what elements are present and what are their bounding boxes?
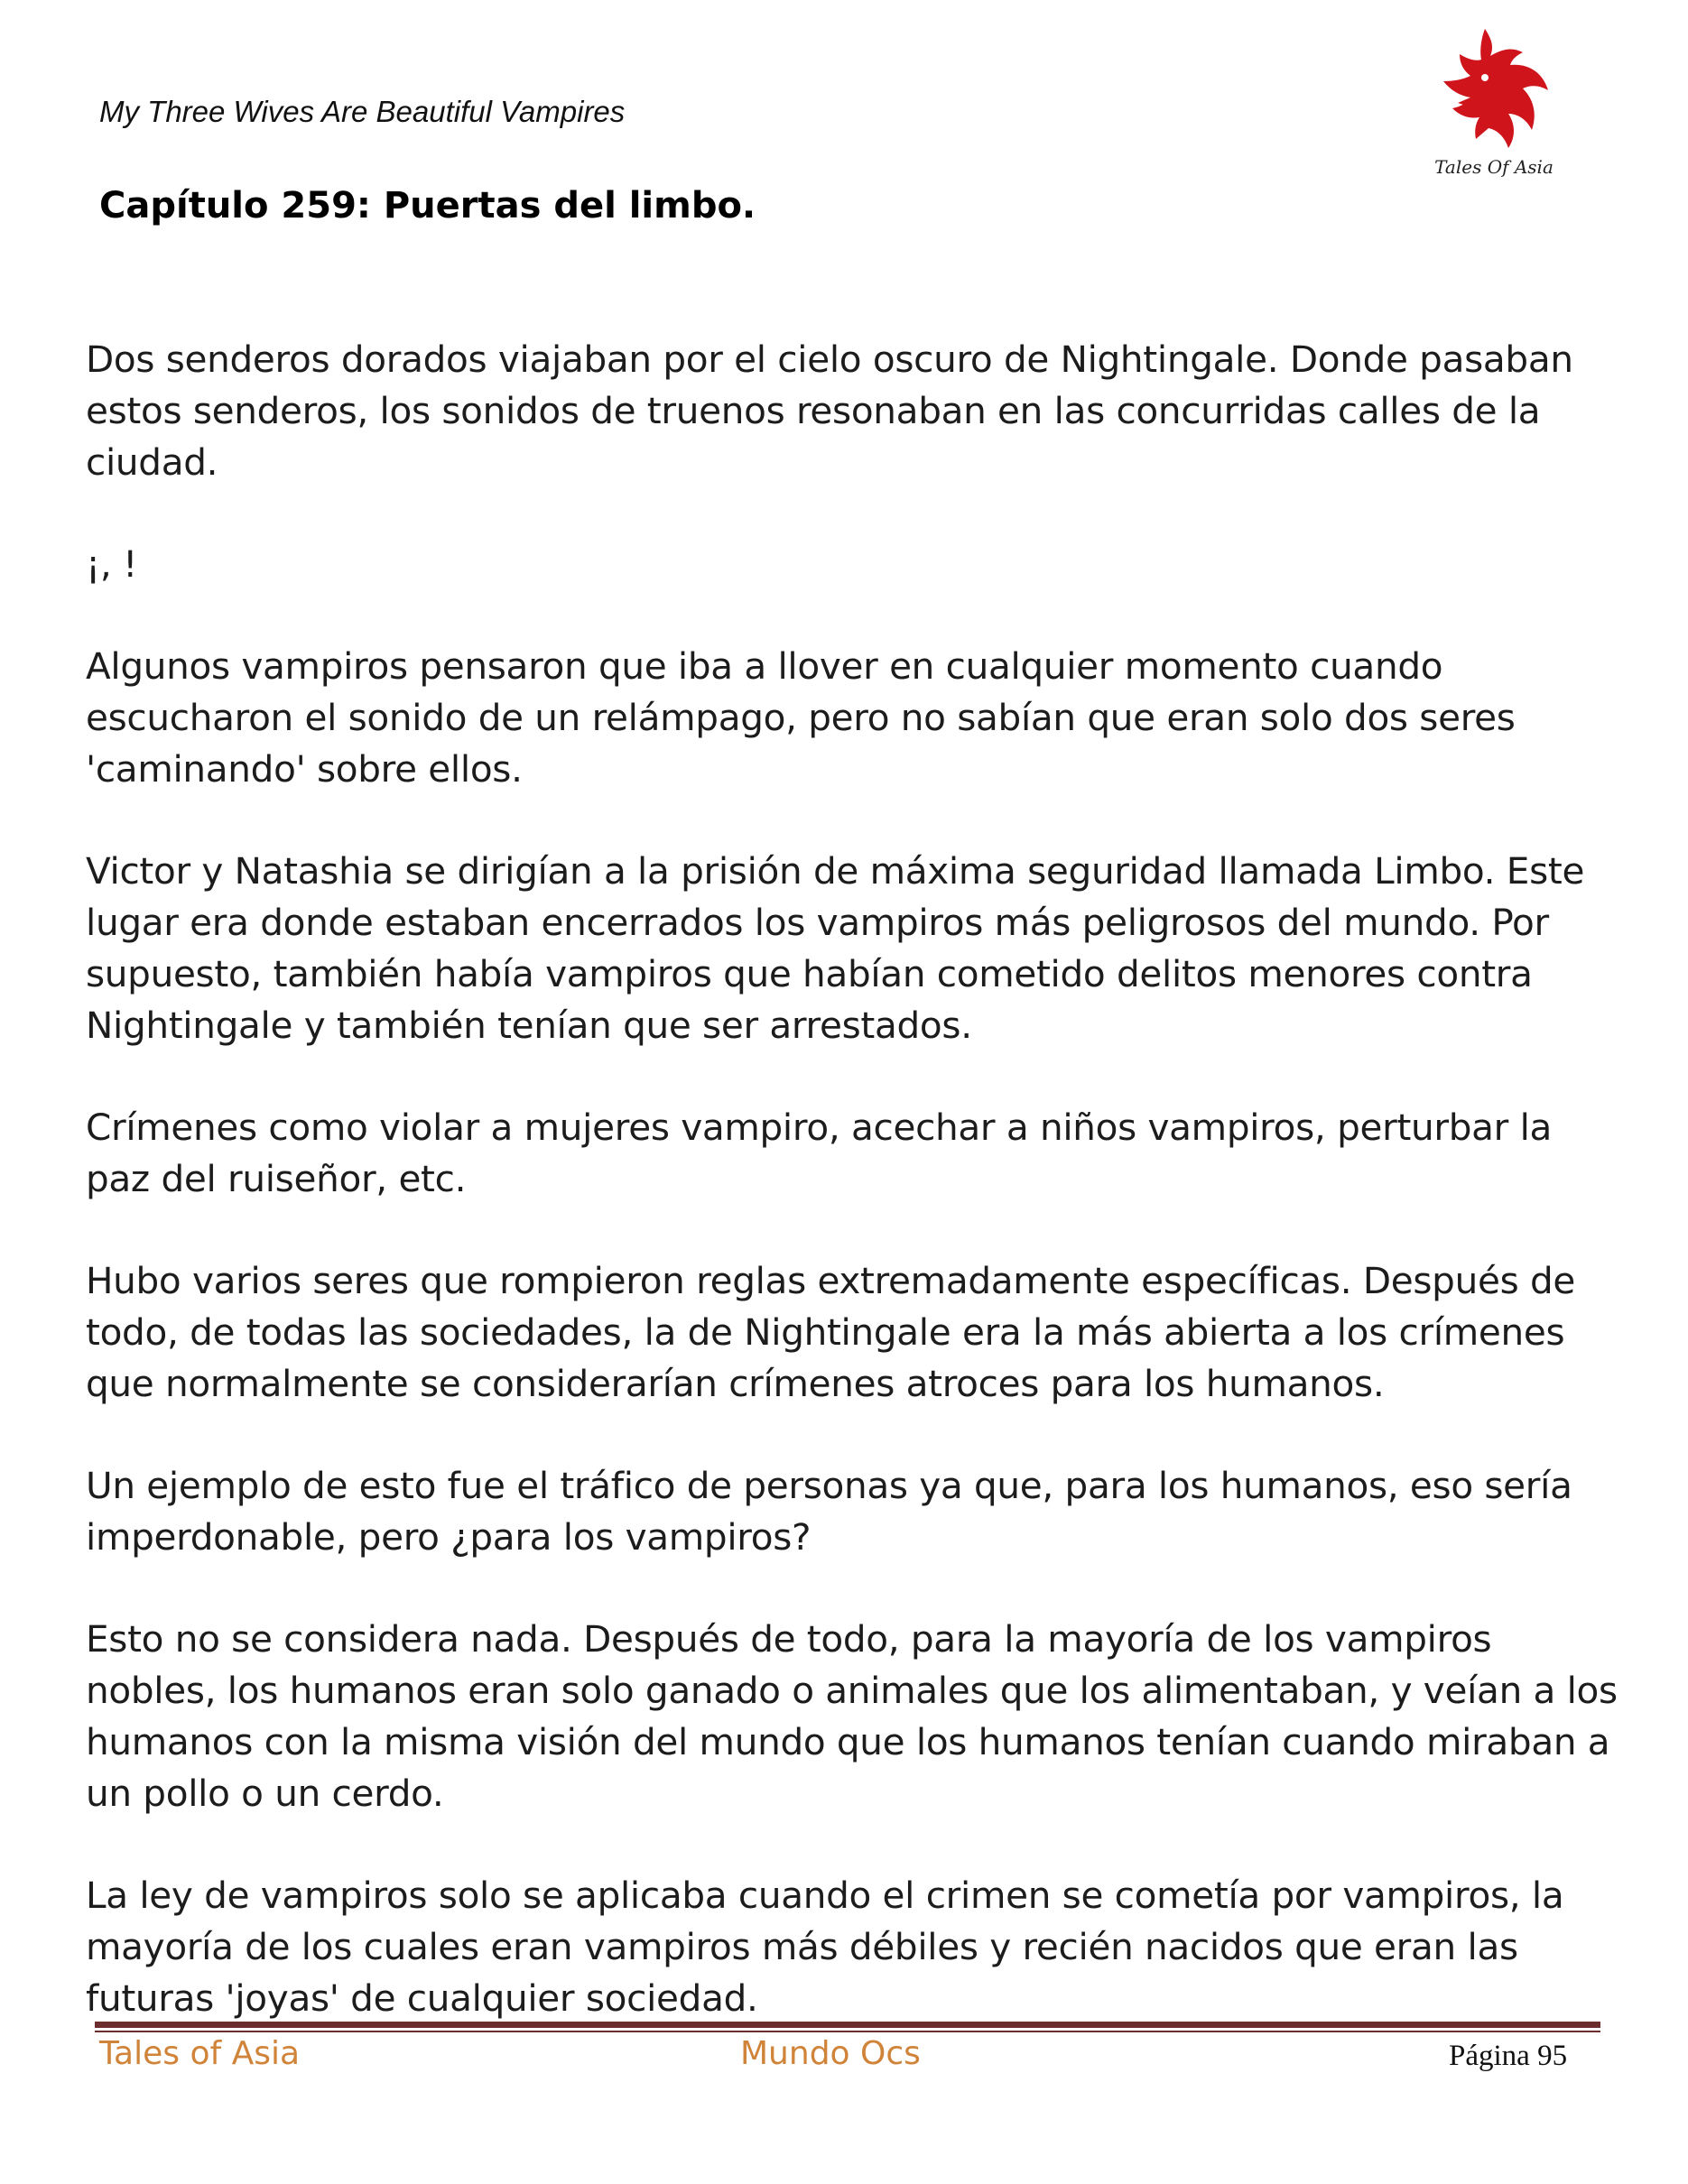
paragraph: ¡, ! xyxy=(86,542,138,586)
logo-text: Tales Of Asia xyxy=(1434,156,1554,178)
paragraph: Victor y Natashia se dirigían a la prisión de máxima seguridad llamada Limbo. Este lugar era donde estaban encerrados los vampiros más peligrosos del mundo. Por supuesto, también había vampiros que habían cometido delitos menores contra Nightingale y también tenían que ser arrestados. xyxy=(86,849,1585,1047)
dragon-logo-icon xyxy=(1422,20,1566,182)
paragraph: Esto no se considera nada. Después de todo, para la mayoría de los vampiros nobles, los humanos eran solo ganado o animales que los alimentaban, y veían a los humanos con la misma visión del mundo que los humanos tenían cuando miraban a un pollo o un cerdo. xyxy=(86,1617,1618,1815)
paragraph: Dos senderos dorados viajaban por el cielo oscuro de Nightingale. Donde pasaban estos senderos, los sonidos de truenos resonaban en las concurridas calles de la ciudad. xyxy=(86,338,1573,484)
book-title: My Three Wives Are Beautiful Vampires xyxy=(99,95,626,128)
footer-divider-thick xyxy=(95,2022,1600,2028)
footer-divider-thin xyxy=(95,2031,1600,2032)
paragraph: Hubo varios seres que rompieron reglas extremadamente específicas. Después de todo, de todas las sociedades, la de Nightingale era la más abierta a los crímenes que normalmente se considerarían crímenes atroces para los humanos. xyxy=(86,1259,1575,1405)
footer-site: Mundo Ocs xyxy=(740,2035,921,2072)
chapter-body xyxy=(86,334,1620,2075)
chapter-title: Capítulo 259: Puertas del limbo. xyxy=(99,185,756,227)
footer-divider xyxy=(95,2022,1600,2034)
footer-publisher: Tales of Asia xyxy=(99,2035,301,2072)
page-number: Página 95 xyxy=(1449,2040,1568,2072)
paragraph: Un ejemplo de esto fue el tráfico de personas ya que, para los humanos, eso sería imperdonable, pero ¿para los vampiros? xyxy=(86,1464,1572,1559)
paragraph: Crímenes como violar a mujeres vampiro, acechar a niños vampiros, perturbar la paz del ruiseñor, etc. xyxy=(86,1106,1553,1200)
paragraph: Algunos vampiros pensaron que iba a llover en cualquier momento cuando escucharon el sonido de un relámpago, pero no sabían que eran solo dos seres 'caminando' sobre ellos. xyxy=(86,644,1516,791)
paragraph: La ley de vampiros solo se aplicaba cuando el crimen se cometía por vampiros, la mayoría de los cuales eran vampiros más débiles y recién nacidos que eran las futuras 'joyas' de cualquier sociedad. xyxy=(86,1874,1564,2020)
